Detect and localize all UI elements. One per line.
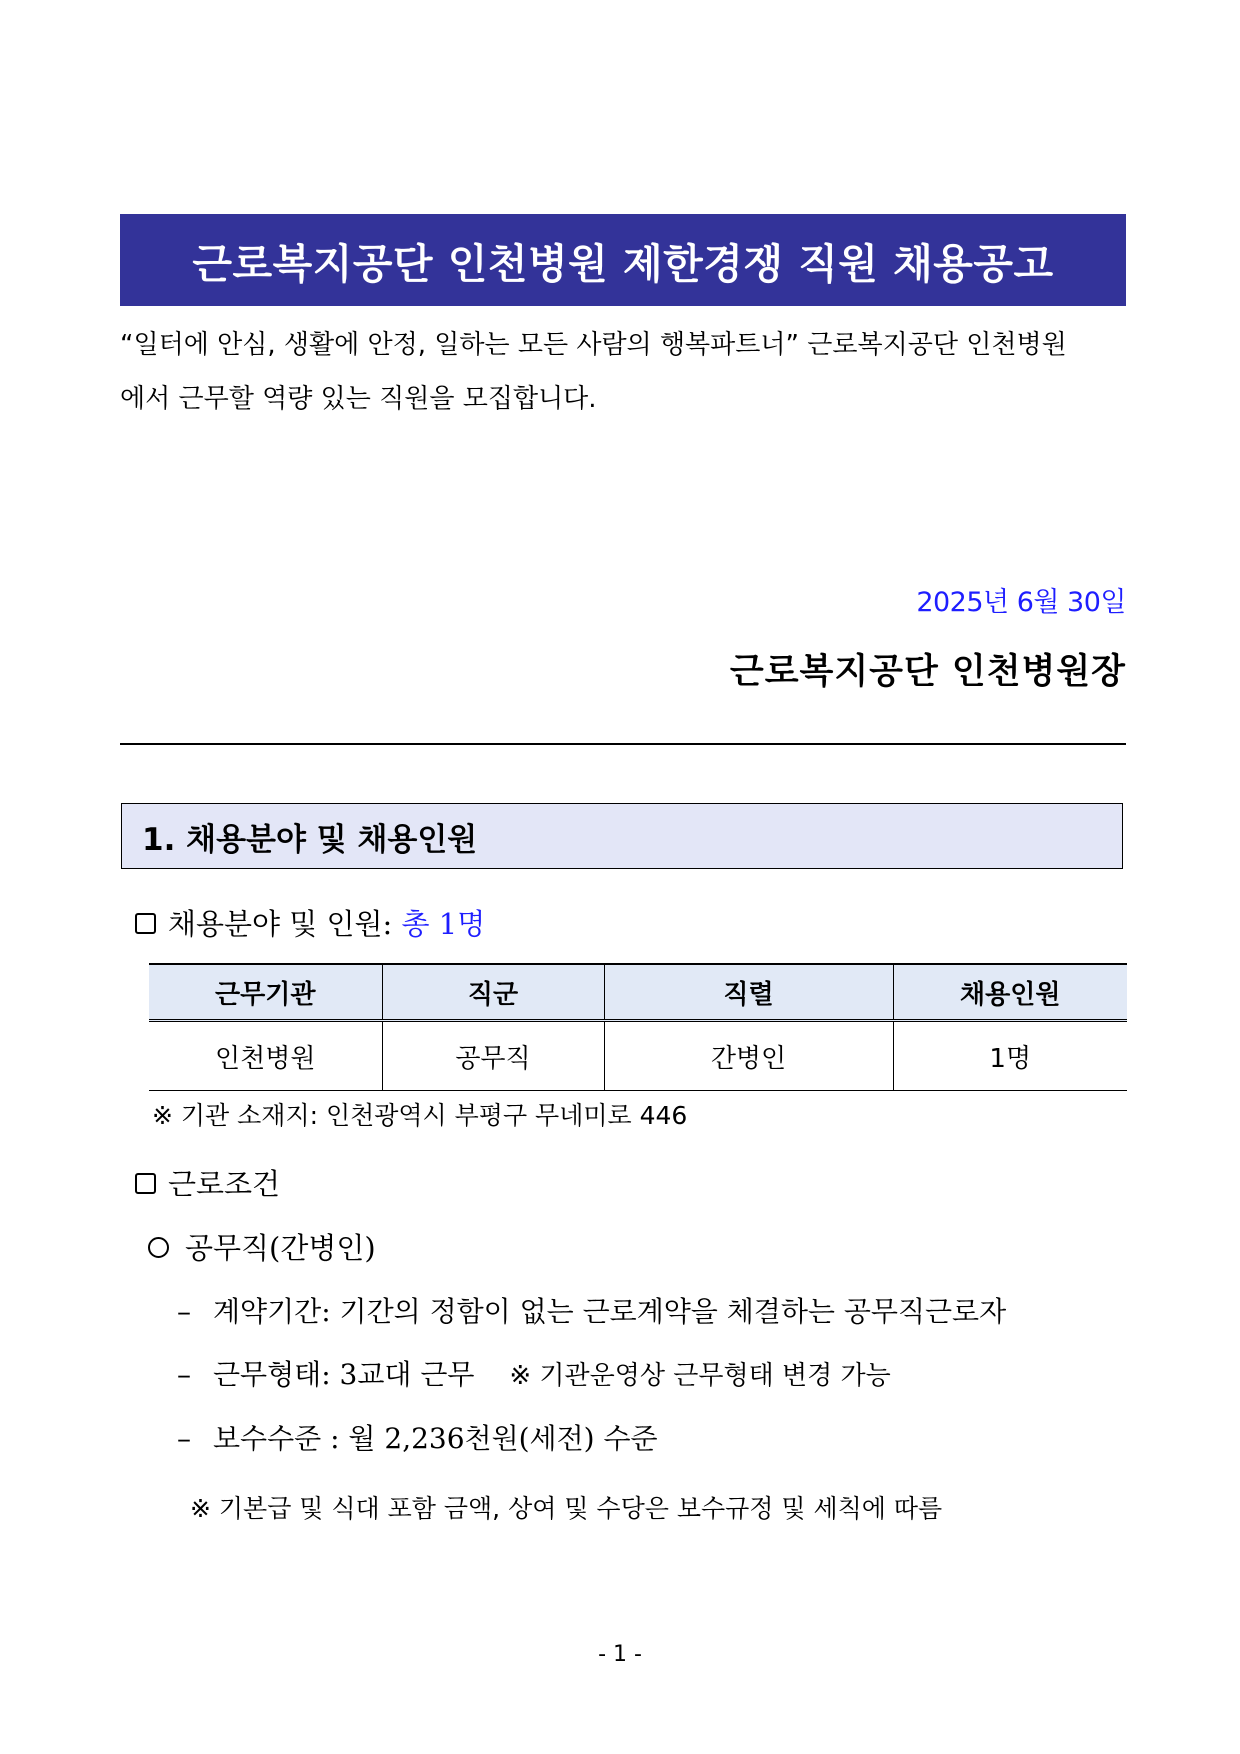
page-number: - 1 -: [598, 1642, 642, 1667]
condition-text: 보수수준 : 월 2,236천원(세전) 수준: [213, 1422, 658, 1455]
section-1-heading: 1. 채용분야 및 채용인원: [121, 803, 1123, 869]
cell-job-series: 간병인: [604, 1021, 893, 1091]
location-note: ※ 기관 소재지: 인천광역시 부평구 무네미로 446: [152, 1101, 688, 1130]
col-header-headcount: 채용인원: [893, 964, 1127, 1021]
conditions-label: 근로조건: [168, 1167, 281, 1201]
pay-note: ※ 기본급 및 식대 포함 금액, 상여 및 수당은 보수규정 및 세칙에 따름: [190, 1494, 943, 1523]
checkbox-icon: [135, 1173, 156, 1194]
condition-text: 계약기간: 기간의 정함이 없는 근로계약을 체결하는 공무직근로자: [213, 1295, 1007, 1328]
conditions-heading: [135, 1162, 280, 1203]
circle-bullet-icon: [148, 1237, 169, 1258]
condition-text: 근무형태: 3교대 근무: [213, 1358, 475, 1391]
recruit-field-heading: [135, 902, 485, 943]
subsection-label: 공무직(간병인): [185, 1231, 376, 1265]
recruit-field-label: 채용분야 및 인원:: [168, 907, 393, 941]
table-row: [149, 1021, 1127, 1091]
condition-item-worktype: – 근무형태: 3교대 근무 ※ 기관운영상 근무형태 변경 가능: [177, 1358, 891, 1391]
col-header-job-series: 직렬: [604, 964, 893, 1021]
cell-headcount: 1명: [893, 1021, 1127, 1091]
condition-item-pay: – 보수수준 : 월 2,236천원(세전) 수준: [177, 1422, 658, 1455]
announcement-date: 2025년 6월 30일: [916, 587, 1126, 618]
intro-line-2: 에서 근무할 역량 있는 직원을 모집합니다.: [120, 384, 597, 414]
recruitment-table: [149, 963, 1127, 1091]
condition-item-contract: – 계약기간: 기간의 정함이 없는 근로계약을 체결하는 공무직근로자: [177, 1295, 1007, 1328]
document-title: 근로복지공단 인천병원 제한경쟁 직원 채용공고: [120, 214, 1126, 306]
recruit-total: 총 1명: [401, 907, 486, 941]
col-header-institution: 근무기관: [149, 964, 382, 1021]
checkbox-icon: [135, 913, 156, 934]
table-header-row: [149, 964, 1127, 1021]
col-header-job-group: 직군: [382, 964, 604, 1021]
cell-institution: 인천병원: [149, 1021, 382, 1091]
subsection-heading: [148, 1226, 376, 1267]
issuer-name: 근로복지공단 인천병원장: [729, 652, 1126, 692]
cell-job-group: 공무직: [382, 1021, 604, 1091]
intro-line-1: “일터에 안심, 생활에 안정, 일하는 모든 사람의 행복파트너” 근로복지공단 인천병원: [120, 330, 1067, 360]
divider-line: [120, 743, 1126, 745]
condition-note: ※ 기관운영상 근무형태 변경 가능: [509, 1361, 891, 1391]
